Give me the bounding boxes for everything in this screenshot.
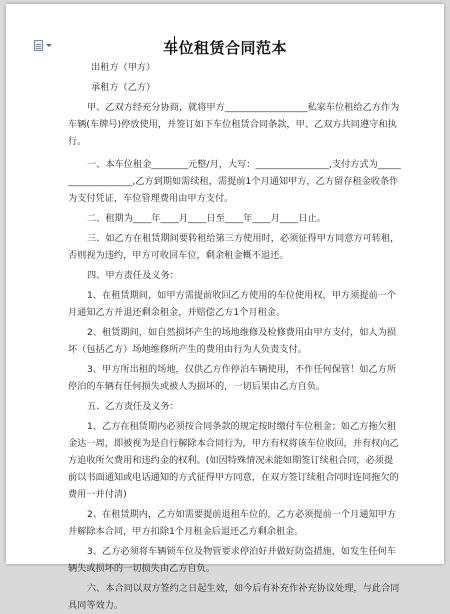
clause-3-sublet: 三、如乙方在租赁期间要转租给第三方使用时，必须征得甲方同意方可转租，否则视为违约，甲方可收回车位，剩余租金概不退还。 bbox=[68, 233, 400, 261]
section-4-item-3: 3、甲方所出租的场地，仅供乙方作停泊车辆使用，不作任何保管！如乙方所停泊的车辆有任何损失或被人为损坏的，一切后果由乙方自负。 bbox=[68, 364, 397, 392]
document-body bbox=[68, 59, 402, 614]
clause-1-rent: 一、本车位租金________元整/月，大写：________________,支付方式为___________________,乙方到期如需续租，需提前1个月通知甲方，乙方留存租金收条作为支付凭证，车位管理费用由甲方支付。 bbox=[68, 159, 401, 204]
party-a-line: 出租方（甲方） bbox=[91, 62, 156, 73]
clause-6-effective: 六、本合同以双方签约之日起生效，如今后有补充作补充协议处理，与此合同具同等效力。 bbox=[68, 583, 400, 611]
document-page bbox=[6, 4, 444, 611]
section-5-item-1: 1、乙方在租赁期内必须按合同条款的规定按时缴付车位租金；如乙方拖欠租金达一周，即被视为是自行解除本合同行为，甲方有权将该车位收回，并有权向乙方追收所欠费用和违约金的权利。(如因特殊情况未能如期签订续租合同，必须提前以书面通知或电话通知的方式征得甲方同意，在双方签订续租合同时连同拖欠的费用一并付清) bbox=[68, 421, 399, 500]
section-5-heading: 五、乙方责任及义务： bbox=[87, 401, 179, 412]
section-4-heading: 四、甲方责任及义务： bbox=[87, 270, 179, 281]
intro-paragraph: 甲、乙双方经充分协商，就将甲方__________________私家车位租给乙方作为车辆(车牌号)停放使用，并签订如下车位租赁合同条款，甲、乙双方共同遵守和执行。 bbox=[68, 102, 400, 147]
document-title: 车位租赁合同范本 bbox=[162, 39, 287, 57]
section-4-item-1: 1、在租赁期间，如甲方需提前收回乙方使用的车位使用权，甲方须提前一个月通知乙方并退还剩余租金，并赔偿乙方1个月租金。 bbox=[68, 290, 397, 318]
clause-2-term: 二、租期为____年____月____日至____年____月____日止。 bbox=[87, 213, 326, 224]
section-5-item-2: 2、在租赁期内，乙方如需要提前退租车位的，乙方必须提前一个月通知甲方并解除本合同，甲方扣除1个月租金后退还乙方剩余租金。 bbox=[68, 509, 397, 537]
party-b-line: 承租方（乙方） bbox=[91, 82, 156, 93]
section-4-item-2: 2、租赁期间，如自然损坏产生的场地维修及检修费用由甲方支付，如人为损坏（包括乙方）场地维修所产生的费用由行为人负责支付。 bbox=[68, 327, 397, 355]
section-5-item-3: 3、乙方必须将车辆锁车位及物管要求停泊好并做好防盗措施，如发生任何车辆失或损坏的一切损失由乙方自负。 bbox=[68, 546, 397, 574]
